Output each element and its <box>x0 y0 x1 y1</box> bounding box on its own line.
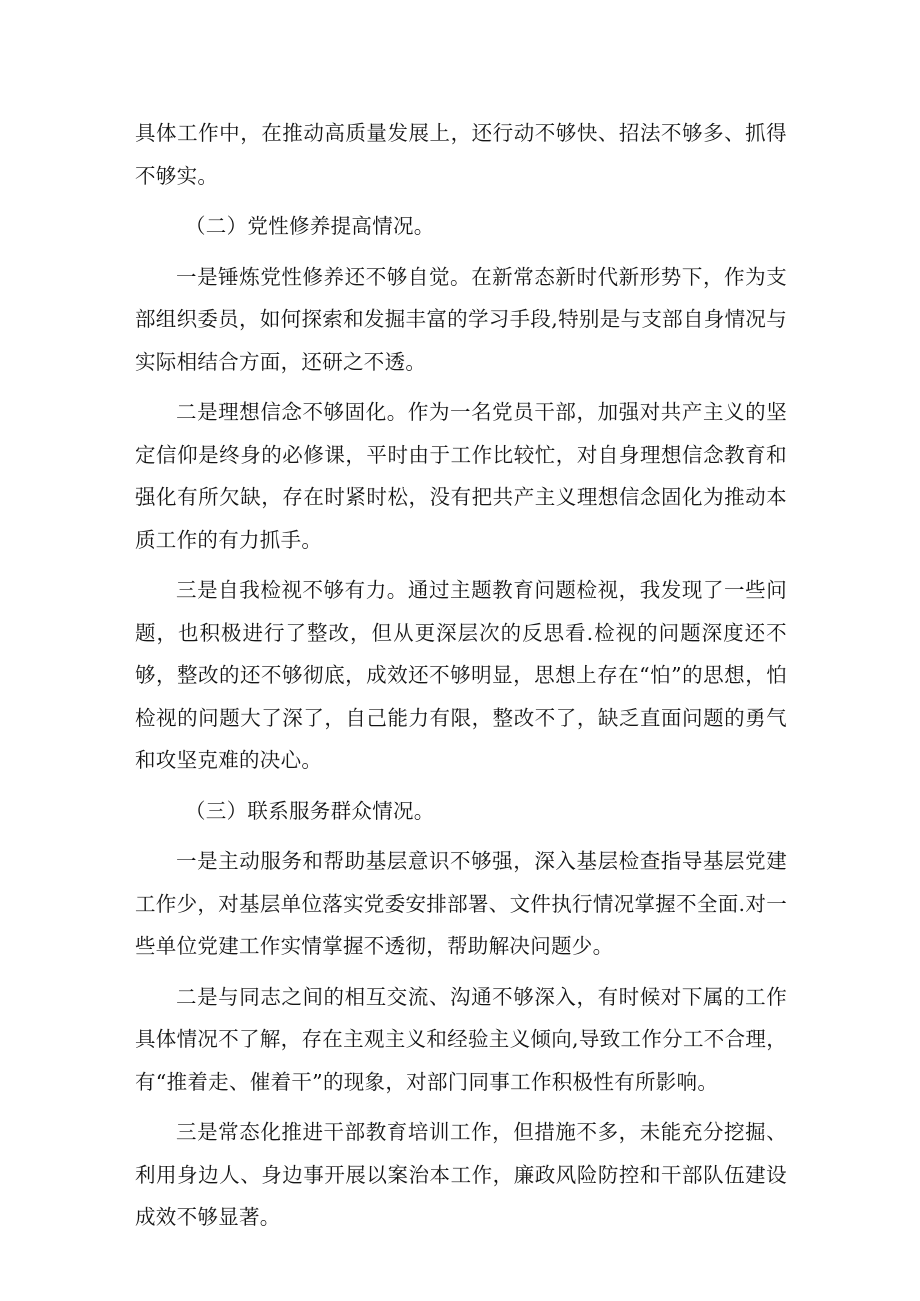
document-page <box>135 112 787 1247</box>
paragraph-party-spirit-3: 三是自我检视不够有力。通过主题教育问题检视，我发现了一些问题，也积极进行了整改，但从更深层次的反思看.检视的问题深度还不够，整改的还不够彻底，成效还不够明显，思想上存在“怕”的思想，怕检视的问题大了深了，自己能力有限，整改不了，缺乏直面问题的勇气和攻坚克难的决心。 <box>135 578 787 772</box>
paragraph-serving-masses-1: 一是主动服务和帮助基层意识不够强，深入基层检查指导基层党建工作少，对基层单位落实党委安排部署、文件执行情况掌握不全面.对一些单位党建工作实情掌握不透彻，帮助解决问题少。 <box>135 849 787 958</box>
paragraph-serving-masses-3: 三是常态化推进干部教育培训工作，但措施不多，未能充分挖掘、利用身边人、身边事开展以案治本工作，廉政风险防控和干部队伍建设成效不够显著。 <box>135 1120 787 1229</box>
section-heading-party-spirit: （二）党性修养提高情况。 <box>185 214 435 238</box>
section-heading-serving-masses: （三）联系服务群众情况。 <box>185 798 435 823</box>
paragraph-serving-masses-2: 二是与同志之间的相互交流、沟通不够深入，有时候对下属的工作具体情况不了解，存在主观主义和经验主义倾向,导致工作分工不合理，有“推着走、催着干”的现象，对部门同事工作积极性有所影响。 <box>135 984 787 1094</box>
paragraph-party-spirit-2: 二是理想信念不够固化。作为一名党员干部，加强对共产主义的坚定信仰是终身的必修课，平时由于工作比较忙，对自身理想信念教育和强化有所欠缺，存在时紧时松，没有把共产主义理想信念固化为推动本质工作的有力抓手。 <box>135 400 787 552</box>
paragraph-party-spirit-1: 一是锤炼党性修养还不够自觉。在新常态新时代新形势下，作为支部组织委员，如何探索和发掘丰富的学习手段,特别是与支部自身情况与实际相结合方面，还研之不透。 <box>135 264 787 374</box>
paragraph-continuation: 具体工作中，在推动高质量发展上，还行动不够快、招法不够多、抓得不够实。 <box>135 121 787 188</box>
